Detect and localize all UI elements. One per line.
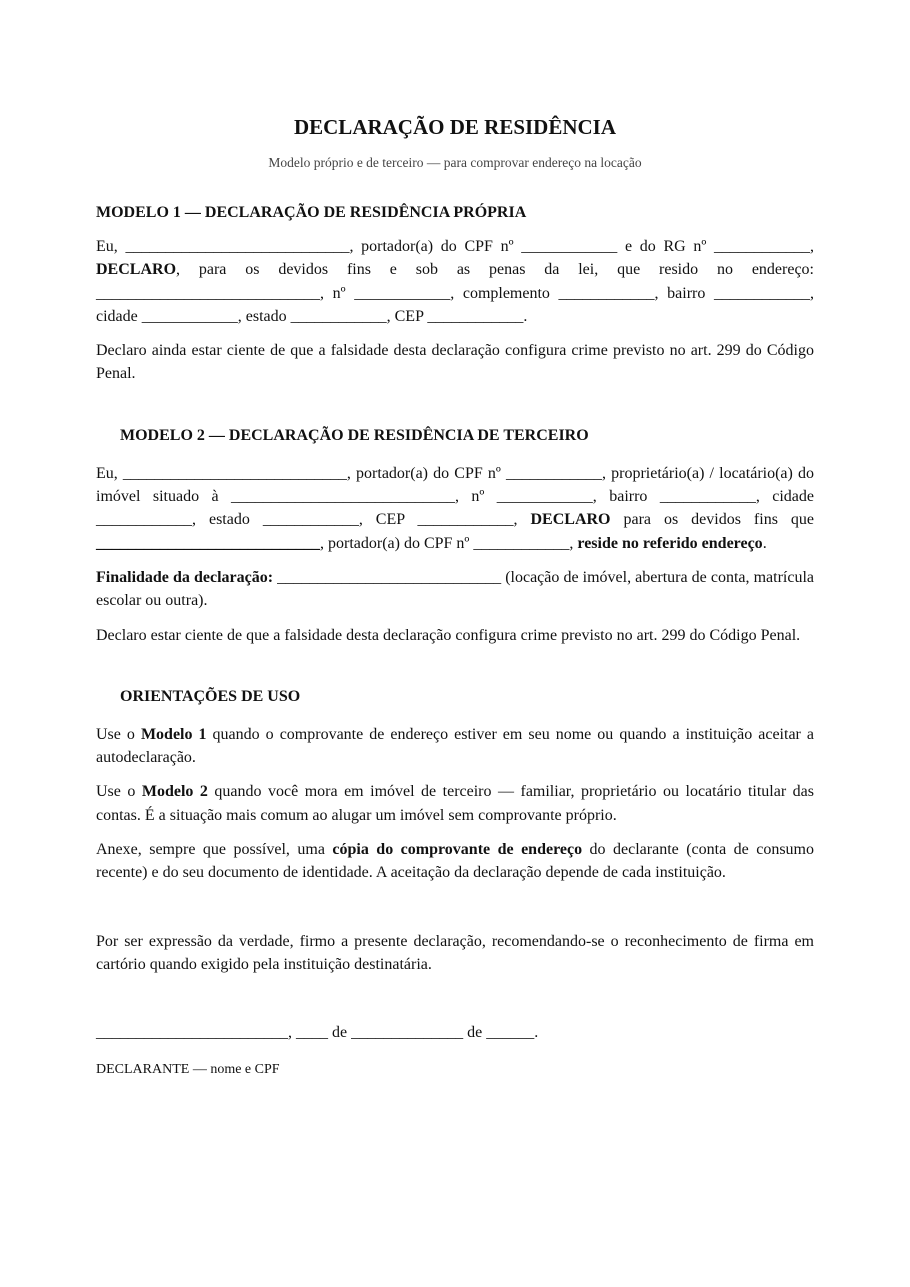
guidance-model2-paragraph — [96, 780, 814, 827]
guidance-p2-text-a: Use o — [96, 783, 142, 801]
document-title: DECLARAÇÃO DE RESIDÊNCIA — [293, 115, 617, 139]
model2-declaro-emphasis: DECLARO — [530, 511, 611, 529]
guidance-p3-text-a: Anexe, sempre que possível, uma — [96, 841, 333, 859]
model1-falsity-paragraph: Declaro ainda estar ciente de que a falsidade desta declaração configura crime previsto no art. 299 do Código Penal. — [96, 342, 814, 383]
model1-p1-text-a: Eu, ____________________________, portador(a) do CPF nº ____________ e do RG nº ____________, — [96, 238, 814, 255]
model2-falsity-paragraph: Declaro estar ciente de que a falsidade desta declaração configura crime previsto no art. 299 do Código Penal. — [96, 626, 801, 644]
model2-purpose-paragraph — [96, 566, 814, 613]
date-line: ________________________, ____ de ______________ de ______. — [96, 1024, 539, 1042]
model1-declaration-paragraph — [96, 235, 814, 328]
guidance-model1-emphasis: Modelo 1 — [140, 725, 207, 743]
model1-declaro-emphasis: DECLARO — [96, 261, 177, 279]
guidance-p1-text-a: Use o — [96, 725, 141, 743]
model2-purpose-text: ____________________________ (locação de imóvel, abertura de conta, matrícula escolar ou outra). — [96, 568, 814, 610]
guidance-p3-text-c: do declarante (conta de consumo recente) e do seu documento de identidade. A aceitação da declaração depende de cada instituição. — [96, 841, 815, 882]
model2-p1-text-g: . — [762, 534, 767, 552]
guidance-p1-text-c: quando o comprovante de endereço estiver em seu nome ou quando a instituição aceitar a autodeclaração. — [96, 725, 814, 767]
guidance-model1-paragraph — [96, 723, 814, 770]
model1-p1-text-c: , para os devidos fins e sob as penas da lei, que resido no endereço: ____________________________, nº ____________, complemento ____________, bairro ____________, cidade ____________, estado ____________, CEP ____________. — [96, 261, 814, 325]
model2-reside-emphasis: reside no referido endereço — [577, 534, 763, 552]
model2-p1-text-e: , portador(a) do CPF nº ____________, — [320, 534, 578, 552]
model2-resident-name-blank: ____________________________ — [96, 534, 320, 552]
model1-heading: MODELO 1 — DECLARAÇÃO DE RESIDÊNCIA PRÓPRIA — [96, 204, 527, 221]
signature-label: DECLARANTE — nome e CPF — [96, 1061, 280, 1077]
document-subtitle: Modelo próprio e de terceiro — para comprovar endereço na locação — [268, 155, 642, 170]
document-content — [96, 113, 814, 1081]
model2-p1-text-a: Eu, ____________________________, portador(a) do CPF nº ____________, proprietário(a) / locatário(a) do imóvel situado à ____________________________, nº ____________, bairro ____________, cidade ____________, estado ____________, CEP ____________, — [96, 464, 814, 529]
closing-statement: Por ser expressão da verdade, firmo a presente declaração, recomendando-se o reconhecimento de firma em cartório quando exigido pela instituição destinatária. — [96, 932, 814, 973]
guidance-p2-text-c: quando você mora em imóvel de terceiro — familiar, proprietário ou locatário titular das contas. É a situação mais comum ao alugar um imóvel sem comprovante próprio. — [96, 783, 814, 824]
guidance-attachments-paragraph — [96, 838, 814, 885]
model2-purpose-label: Finalidade da declaração: — [96, 568, 274, 586]
guidance-attachment-emphasis: cópia do comprovante de endereço — [332, 841, 583, 859]
guidance-model2-emphasis: Modelo 2 — [141, 783, 208, 801]
model2-p1-text-c: para os devidos fins que — [610, 511, 814, 529]
model2-declaration-paragraph — [96, 462, 814, 555]
model2-heading: MODELO 2 — DECLARAÇÃO DE RESIDÊNCIA DE TERCEIRO — [120, 426, 589, 444]
guidance-heading: ORIENTAÇÕES DE USO — [120, 687, 301, 705]
